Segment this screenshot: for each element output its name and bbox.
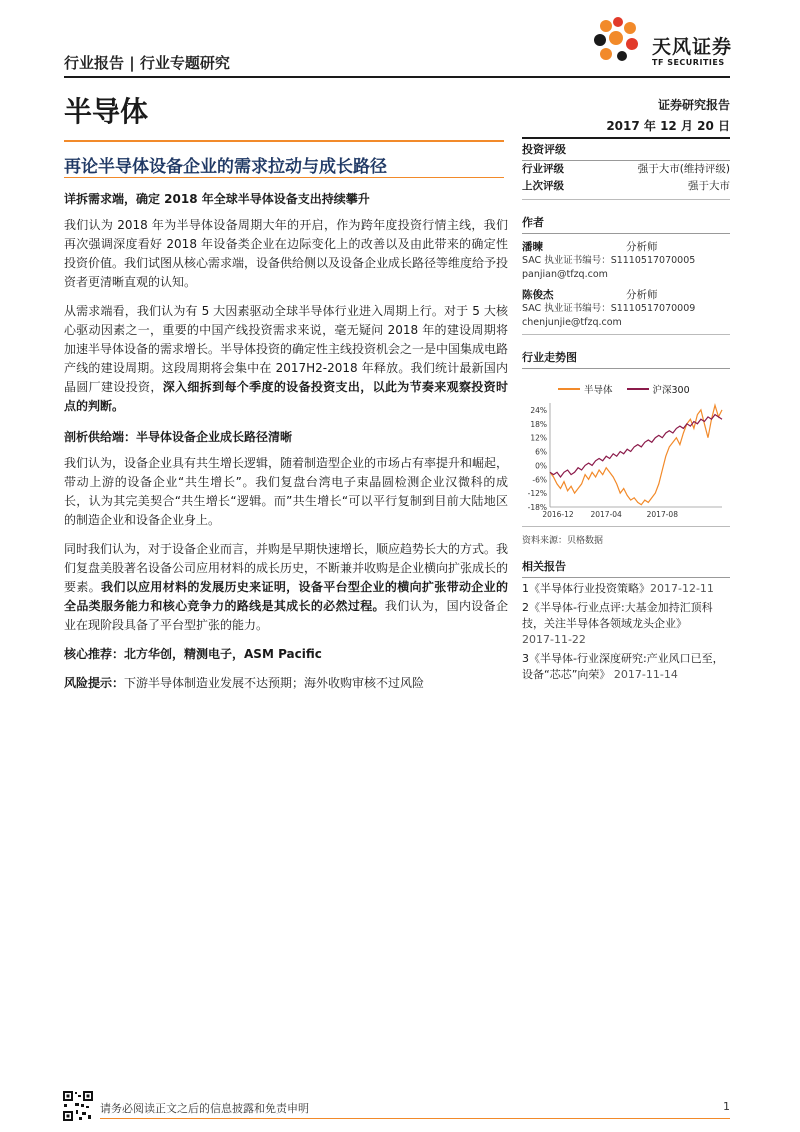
- main-content: [64, 190, 508, 703]
- y-tick-label: 6%: [535, 447, 547, 457]
- sidebar: [522, 137, 730, 683]
- author-heading: 作者: [522, 212, 730, 234]
- report-date: 2017 年 12 月 20 日: [606, 119, 730, 133]
- title-underline: [64, 177, 504, 178]
- logo-english: TF SECURITIES: [652, 58, 725, 67]
- related-report-link[interactable]: 3《半导体-行业深度研究:产业风口已至，设备“芯芯”向荣》 2017-11-14: [522, 652, 724, 681]
- related-heading: 相关报告: [522, 556, 730, 578]
- trend-chart: [522, 377, 730, 527]
- report-type: 证券研究报告: [657, 98, 730, 112]
- chart-heading: 行业走势图: [522, 347, 730, 369]
- x-tick-label: 2017-08: [646, 510, 678, 519]
- sector-title: 半导体: [64, 95, 149, 128]
- core-recommendation: 核心推荐：北方华创，精测电子，ASM Pacific: [64, 647, 322, 661]
- rating-row: 上次评级 强于大市: [522, 178, 730, 200]
- footer-disclaimer: 请务必阅读正文之后的信息披露和免责申明: [100, 1102, 309, 1115]
- footer-divider: [100, 1118, 730, 1119]
- y-tick-label: 0%: [535, 461, 547, 471]
- chart-source: 资料来源：贝格数据: [522, 536, 604, 546]
- rating-row: 行业评级 强于大市(维持评级): [522, 163, 730, 175]
- section-heading-supply: 剖析供给端：半导体设备企业成长路径清晰: [64, 430, 293, 444]
- report-title: 再论半导体设备企业的需求拉动与成长路径: [64, 157, 387, 177]
- rating-heading: 投资评级: [522, 137, 730, 161]
- related-report-link[interactable]: 2《半导体-行业点评:大基金加持汇顶科技，关注半导体各领域龙头企业》 2017-11-22: [522, 601, 713, 646]
- author-email[interactable]: panjian@tfzq.com: [522, 269, 608, 280]
- related-report-link[interactable]: 1《半导体行业投资策略》2017-12-11: [522, 582, 714, 595]
- qr-code-icon: [62, 1090, 94, 1122]
- x-tick-label: 2016-12: [542, 510, 574, 519]
- y-tick-label: 12%: [530, 433, 547, 443]
- y-tick-label: 24%: [530, 405, 547, 415]
- x-tick-label: 2017-04: [590, 510, 622, 519]
- risk-warning: 风险提示：下游半导体制造业发展不达预期；海外收购审核不过风险: [64, 676, 425, 690]
- logo-name: 天风证券: [652, 36, 733, 58]
- paragraph: 我们认为 2018 年为半导体设备周期大年的开启，作为跨年度投资行情主线，我们再次强调深度看好 2018 年设备类企业在边际变化上的改善以及由此带来的确定性投资价值。我们试图从核心需求端，设备供给侧以及设备企业成长路径等维度给予投资者更清晰直观的认知。: [64, 218, 509, 289]
- paragraph: 我们认为，设备企业具有共生增长逻辑，随着制造型企业的市场占有率提升和崛起，带动上游的设备企业“共生增长”。我们复盘台湾电子束晶圆检测企业汉微科的成长，认为其完美契合“共生增长“逻辑。而”共生增长“可以平行复制到目前大陆地区的制造企业和设备企业身上。: [64, 456, 509, 527]
- report-category: 行业报告 | 行业专题研究: [64, 54, 230, 72]
- y-tick-label: -12%: [527, 489, 547, 499]
- author-email[interactable]: chenjunjie@tfzq.com: [522, 317, 622, 328]
- series-line-semiconductor: [550, 405, 722, 504]
- paragraph: 从需求端看，我们认为有 5 大因素驱动全球半导体行业进入周期上行。对于 5 大核心驱动因素之一，重要的中国产线投资需求来说，毫无疑问 2018 年的建设周期将加速半导体设备的需求增长。半导体投资的确定性主线投资机会之一是中国集成电路产线的建设周期。这段周期将会集中在 2017H2-2018 年释放。我们统计最新国内晶圆厂建设投资，深入细拆到每个季度的设备投资支出，以此为节奏来观察投资时点的判断。: [64, 304, 509, 413]
- section-heading-demand: 详拆需求端，确定 2018 年全球半导体设备支出持续攀升: [64, 192, 370, 206]
- chart-legend: [522, 377, 730, 395]
- y-tick-label: -18%: [527, 503, 547, 512]
- y-tick-label: -6%: [532, 475, 547, 485]
- y-tick-label: 18%: [530, 419, 547, 429]
- paragraph: 同时我们认为，对于设备企业而言，并购是早期快速增长，顺应趋势长大的方式。我们复盘美股著名设备公司应用材料的成长历史，不断兼并收购是企业横向扩张成长的要素。我们以应用材料的发展历史来证明，设备平台型企业的横向扩张带动企业的全品类服务能力和核心竞争力的路线是其成长的必然过程。我们认为，国内设备企业在现阶段具备了平台型扩张的能力。: [64, 542, 509, 632]
- line-chart: [522, 395, 730, 523]
- page-number: 1: [723, 1100, 730, 1113]
- series-line-hs300: [550, 415, 722, 477]
- author-card: 陈俊杰 分析师 SAC 执业证书编号：S1110517070009 chenjunjie@tfzq.com: [522, 288, 730, 335]
- header-divider: [64, 76, 730, 78]
- author-card: 潘暕 分析师 SAC 执业证书编号：S1110517070005 panjian@tfzq.com: [522, 240, 730, 282]
- legend-item: 沪深300: [627, 382, 690, 395]
- legend-item: 半导体: [558, 382, 613, 395]
- title-divider: [64, 140, 504, 142]
